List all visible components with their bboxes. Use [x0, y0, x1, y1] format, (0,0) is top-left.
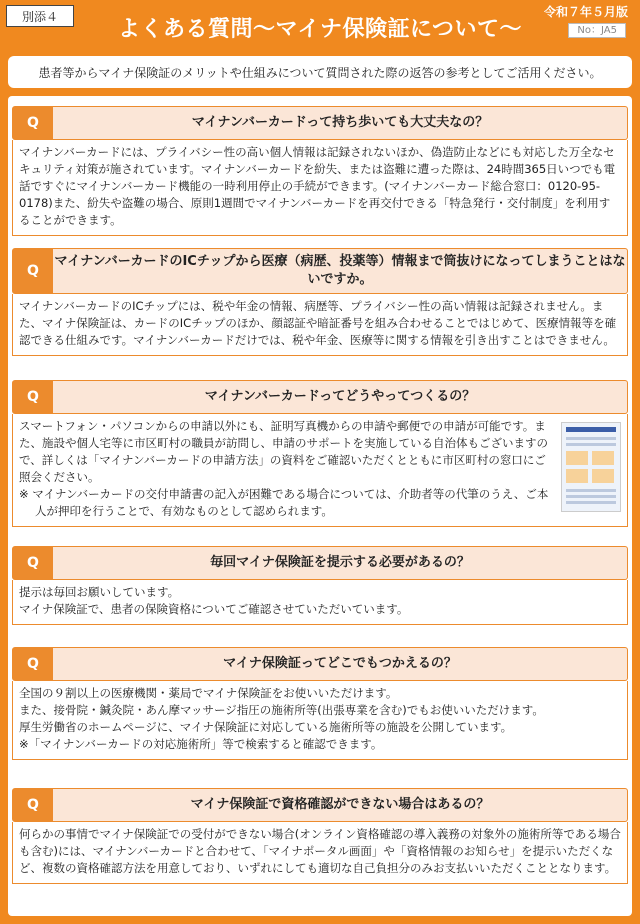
- question-header: [12, 106, 628, 140]
- question-header: [12, 788, 628, 822]
- q-badge: Q: [13, 249, 53, 293]
- question-text: マイナンバーカードってどうやってつくるの？: [204, 389, 476, 404]
- answer-line: 厚生労働省のホームページに、マイナ保険証に対応している施術所等の施設を公開しています。: [19, 720, 513, 734]
- question-header: [12, 380, 628, 414]
- question-text: マイナンバーカードのICチップから医療（病歴、投薬等）情報まで筒抜けになってしまうことはないですか。: [54, 254, 626, 287]
- q-badge: Q: [13, 648, 53, 680]
- question-header: [12, 546, 628, 580]
- faq-item-6: [12, 788, 628, 884]
- question-header: [12, 647, 628, 681]
- answer-box: [12, 414, 628, 527]
- faq-item-2: [12, 248, 628, 356]
- faq-item-3: [12, 380, 628, 527]
- answer-text: 何らかの事情でマイナ保険証での受付ができない場合(オンライン資格確認の導入義務の対象外の施術所等である場合も含む)には、マイナンバーカードと合わせて、「マイナポータル画面」や「資格情報のお知らせ」を提示いただくなど、複数の資格確認方法を用意しており、いずれにしても適切な自己負担分のみお支払いいただくこととなります。: [19, 827, 621, 875]
- question-text: マイナンバーカードって持ち歩いても大丈夫なの？: [191, 115, 489, 130]
- question-text: マイナ保険証ってどこでもつかえるの？: [223, 656, 457, 671]
- answer-note: ※ マイナンバーカードの交付申請書の記入が困難である場合については、介助者等の代筆のうえ、ご本人が押印を行うことで、有効なものとして認められます。: [19, 487, 549, 518]
- answer-line: ※「マイナンバーカードの対応施術所」等で検索すると確認できます。: [19, 737, 383, 751]
- thumbnail-title-bar: [566, 427, 616, 432]
- attachment-tag: 別添４: [6, 5, 74, 27]
- answer-text: マイナンバーカードのICチップには、税や年金の情報、病歴等、プライバシー性の高い情報は記録されません。また、マイナ保険証は、カードのICチップのほか、顔認証や暗証番号を組み合わせることではじめて、医療情報等を確認できる仕組みです。マイナンバーカードだけでは、税や年金、医療等に関する情報を引き出すことはできません。: [19, 299, 617, 347]
- answer-box: [12, 140, 628, 236]
- question-text: マイナ保険証で資格確認ができない場合はあるの？: [190, 797, 490, 812]
- answer-line: マイナ保険証で、患者の保険資格についてご確認させていただいています。: [19, 602, 409, 616]
- answer-line: 全国の９割以上の医療機関・薬局でマイナ保険証をお使いいただけます。: [19, 686, 398, 700]
- answer-box: [12, 580, 628, 625]
- question-header: [12, 248, 628, 294]
- faq-item-1: [12, 106, 628, 236]
- q-badge: Q: [13, 547, 53, 579]
- question-text: 毎回マイナ保険証を提示する必要があるの？: [210, 555, 470, 570]
- faq-item-5: [12, 647, 628, 760]
- answer-line: また、接骨院・鍼灸院・あん摩マッサージ指圧の施術所等(出張専業を含む)でもお使いいただけます。: [19, 703, 544, 717]
- application-guide-thumbnail: [561, 422, 621, 512]
- answer-box: [12, 681, 628, 760]
- answer-text: マイナンバーカードには、プライバシー性の高い個人情報は記録されないほか、偽造防止などにも対応した万全なセキュリティ対策が施されています。マイナンバーカードを紛失、または盗難に遭った際は、24時間365日いつでも電話ですぐにマイナンバーカード機能の一時利用停止の手続ができます。(マイナンバーカード総合窓口：0120-95-0178)また、紛失や盗難の場合、原則1週間でマイナンバーカードを再交付できる「特急発行・交付制度」を利用することができます。: [19, 145, 616, 227]
- intro-text: 患者等からマイナ保険証のメリットや仕組みについて質問された際の返答の参考としてご活用ください。: [38, 65, 602, 80]
- version-date: 令和７年５月版: [543, 5, 628, 19]
- faq-item-4: [12, 546, 628, 625]
- answer-text: スマートフォン・パソコンからの申請以外にも、証明写真機からの申請や郵便での申請が可能です。また、施設や個人宅等に市区町村の職員が訪問し、申請のサポートを実施している自治体もございますので、詳しくは「マイナンバーカードの申請方法」の資料をご確認いただくとともに市区町村の窓口にご照会ください。: [19, 419, 548, 484]
- document-number: No：JA5: [568, 23, 626, 38]
- answer-box: [12, 822, 628, 884]
- page-title: よくある質問～マイナ保険証について～: [117, 17, 523, 42]
- q-badge: Q: [13, 789, 53, 821]
- q-badge: Q: [13, 381, 53, 413]
- intro-banner: [8, 56, 632, 88]
- q-badge: Q: [13, 107, 53, 139]
- answer-line: 提示は毎回お願いしています。: [19, 585, 180, 599]
- answer-box: [12, 294, 628, 356]
